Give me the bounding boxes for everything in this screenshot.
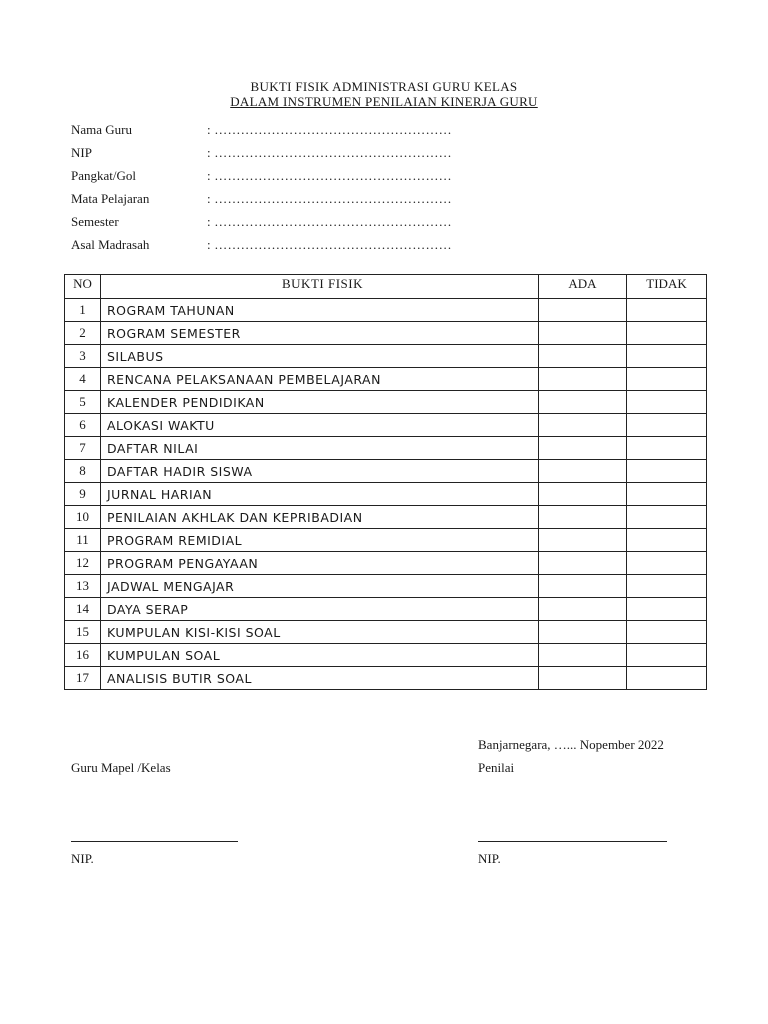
tidak-cell[interactable] [627, 506, 707, 529]
field-label: Nama Guru [71, 122, 133, 137]
tidak-cell[interactable] [627, 598, 707, 621]
row-item: DAFTAR HADIR SISWA [101, 460, 539, 483]
row-number: 14 [65, 598, 101, 621]
ada-cell[interactable] [539, 575, 627, 598]
row-item: JURNAL HARIAN [101, 483, 539, 506]
document-subtitle: DALAM INSTRUMEN PENILAIAN KINERJA GURU [230, 94, 538, 109]
field-label: Pangkat/Gol [71, 168, 136, 183]
right-signature-line [478, 841, 667, 842]
field-value: : ……………………………………………… [207, 168, 452, 183]
tidak-cell[interactable] [627, 644, 707, 667]
document-title: BUKTI FISIK ADMINISTRASI GURU KELAS [250, 79, 518, 94]
tidak-cell[interactable] [627, 483, 707, 506]
ada-cell[interactable] [539, 621, 627, 644]
tidak-cell[interactable] [627, 552, 707, 575]
table-row [65, 460, 707, 483]
row-number: 17 [65, 667, 101, 690]
table-row [65, 644, 707, 667]
row-number: 9 [65, 483, 101, 506]
row-item: KALENDER PENDIDIKAN [101, 391, 539, 414]
row-item: JADWAL MENGAJAR [101, 575, 539, 598]
row-number: 6 [65, 414, 101, 437]
header-bukti-fisik: BUKTI FISIK [101, 275, 539, 299]
tidak-cell[interactable] [627, 437, 707, 460]
row-item: SILABUS [101, 345, 539, 368]
row-number: 12 [65, 552, 101, 575]
tidak-cell[interactable] [627, 368, 707, 391]
table-row [65, 437, 707, 460]
field-value: : ……………………………………………… [207, 191, 452, 206]
table-row [65, 621, 707, 644]
right-signer-role: Penilai [478, 760, 515, 775]
left-nip-label: NIP. [71, 851, 94, 866]
ada-cell[interactable] [539, 483, 627, 506]
ada-cell[interactable] [539, 644, 627, 667]
ada-cell[interactable] [539, 391, 627, 414]
field-label: Semester [71, 214, 119, 229]
ada-cell[interactable] [539, 299, 627, 322]
field-value: : ……………………………………………… [207, 145, 452, 160]
tidak-cell[interactable] [627, 391, 707, 414]
header-tidak: TIDAK [627, 275, 707, 299]
ada-cell[interactable] [539, 552, 627, 575]
row-number: 7 [65, 437, 101, 460]
table-row [65, 322, 707, 345]
field-value: : ……………………………………………… [207, 122, 452, 137]
field-label: Mata Pelajaran [71, 191, 150, 206]
table-row [65, 414, 707, 437]
field-value: : ……………………………………………… [207, 237, 452, 252]
ada-cell[interactable] [539, 368, 627, 391]
tidak-cell[interactable] [627, 667, 707, 690]
tidak-cell[interactable] [627, 621, 707, 644]
field-label: NIP [71, 145, 92, 160]
table-row [65, 667, 707, 690]
row-number: 2 [65, 322, 101, 345]
row-number: 10 [65, 506, 101, 529]
row-number: 16 [65, 644, 101, 667]
row-item: ANALISIS BUTIR SOAL [101, 667, 539, 690]
table-row [65, 506, 707, 529]
left-signer-role: Guru Mapel /Kelas [71, 760, 171, 775]
ada-cell[interactable] [539, 414, 627, 437]
ada-cell[interactable] [539, 437, 627, 460]
checklist-table [64, 274, 707, 690]
place-date: Banjarnegara, …... Nopember 2022 [478, 737, 664, 752]
header-no: NO [65, 275, 101, 299]
tidak-cell[interactable] [627, 345, 707, 368]
tidak-cell[interactable] [627, 299, 707, 322]
table-row [65, 529, 707, 552]
table-row [65, 598, 707, 621]
ada-cell[interactable] [539, 460, 627, 483]
field-value: : ……………………………………………… [207, 214, 452, 229]
ada-cell[interactable] [539, 322, 627, 345]
row-item: ALOKASI WAKTU [101, 414, 539, 437]
header-ada: ADA [539, 275, 627, 299]
row-item: PROGRAM REMIDIAL [101, 529, 539, 552]
row-item: DAYA SERAP [101, 598, 539, 621]
row-number: 3 [65, 345, 101, 368]
row-item: PENILAIAN AKHLAK DAN KEPRIBADIAN [101, 506, 539, 529]
row-number: 11 [65, 529, 101, 552]
table-row [65, 552, 707, 575]
ada-cell[interactable] [539, 598, 627, 621]
ada-cell[interactable] [539, 506, 627, 529]
row-number: 5 [65, 391, 101, 414]
ada-cell[interactable] [539, 667, 627, 690]
row-number: 4 [65, 368, 101, 391]
table-row [65, 391, 707, 414]
row-item: RENCANA PELAKSANAAN PEMBELAJARAN [101, 368, 539, 391]
right-nip-label: NIP. [478, 851, 501, 866]
tidak-cell[interactable] [627, 575, 707, 598]
table-row [65, 575, 707, 598]
table-row [65, 345, 707, 368]
field-label: Asal Madrasah [71, 237, 150, 252]
row-number: 15 [65, 621, 101, 644]
row-item: KUMPULAN KISI-KISI SOAL [101, 621, 539, 644]
ada-cell[interactable] [539, 345, 627, 368]
row-item: PROGRAM PENGAYAAN [101, 552, 539, 575]
table-row [65, 483, 707, 506]
tidak-cell[interactable] [627, 322, 707, 345]
table-row [65, 299, 707, 322]
table-row [65, 368, 707, 391]
row-item: ROGRAM TAHUNAN [101, 299, 539, 322]
row-item: ROGRAM SEMESTER [101, 322, 539, 345]
row-item: DAFTAR NILAI [101, 437, 539, 460]
row-item: KUMPULAN SOAL [101, 644, 539, 667]
ada-cell[interactable] [539, 529, 627, 552]
tidak-cell[interactable] [627, 460, 707, 483]
row-number: 13 [65, 575, 101, 598]
left-signature-line [71, 841, 238, 842]
row-number: 8 [65, 460, 101, 483]
tidak-cell[interactable] [627, 414, 707, 437]
table-header-row [65, 275, 707, 299]
row-number: 1 [65, 299, 101, 322]
tidak-cell[interactable] [627, 529, 707, 552]
